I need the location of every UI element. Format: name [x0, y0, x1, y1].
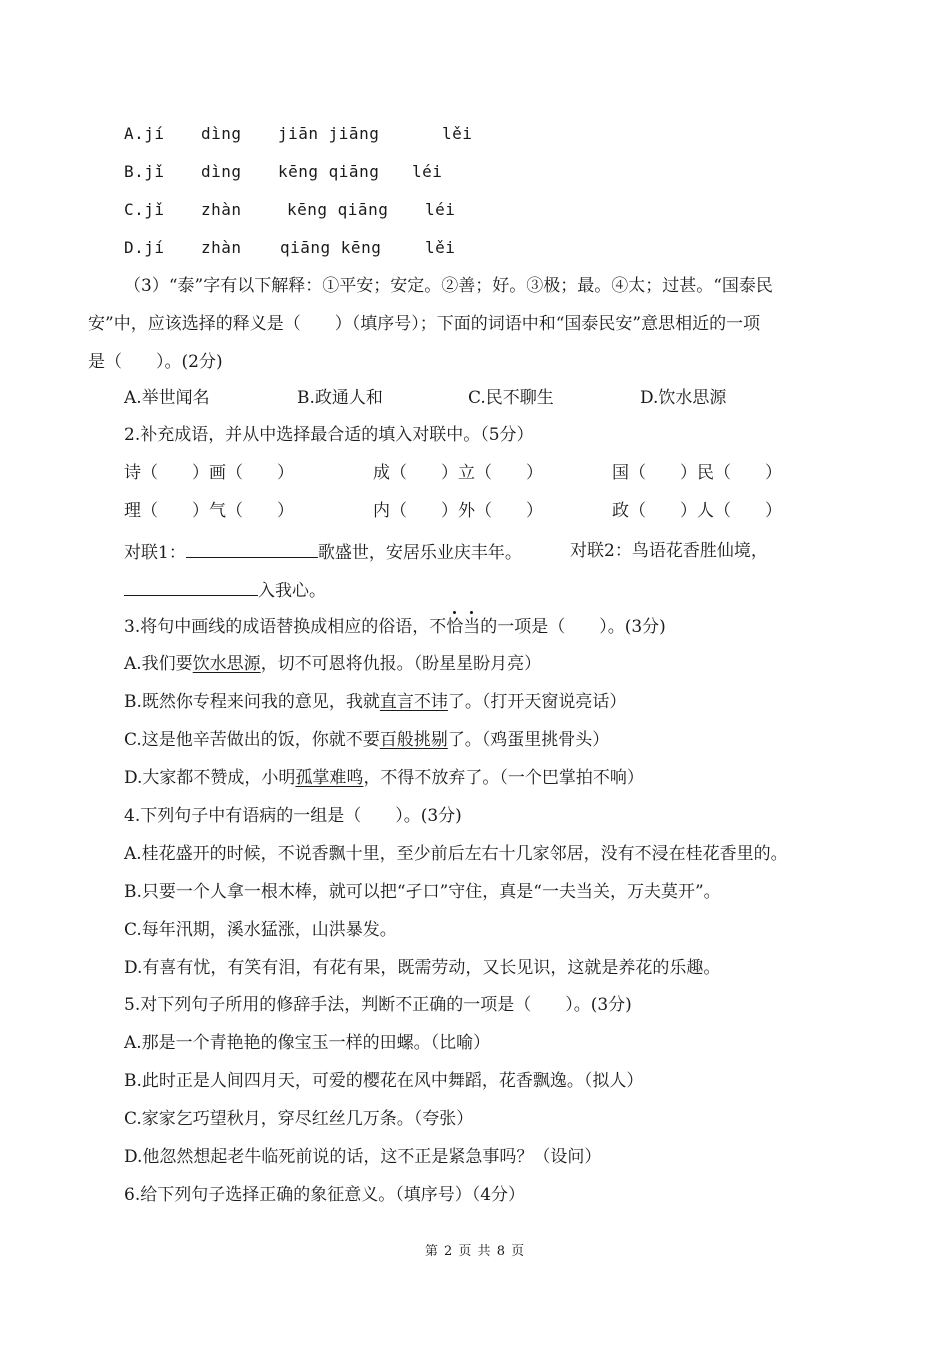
emphasis-dot-char: 当 — [463, 617, 481, 637]
q3-option-c: C.这是他辛苦做出的饭，你就不要百般挑剔了。（鸡蛋里挑骨头） — [124, 730, 610, 750]
emphasis-dot-char: 恰 — [446, 617, 464, 637]
q1-3-line3: 是（ ）。(2分) — [88, 352, 223, 372]
underlined-idiom: 饮水思源 — [192, 654, 261, 674]
idiom-blank: 政（ ）人（ ） — [612, 501, 782, 521]
couplet2-label: 对联2：鸟语花香胜仙境， — [570, 541, 768, 561]
q4-option-c: C.每年汛期，溪水猛涨，山洪暴发。 — [124, 920, 397, 940]
idiom-blank: 理（ ）气（ ） — [124, 501, 294, 521]
pinyin-option-d: D.jí zhàn qiāng kēng lěi — [124, 238, 456, 257]
q4-option-a: A.桂花盛开的时候，不说香飘十里，至少前后左右十几家邻居，没有不浸在桂花香里的。 — [124, 844, 788, 864]
q5-option-d: D.他忽然想起老牛临死前说的话，这不正是紧急事吗？（设问） — [124, 1147, 602, 1167]
idiom-blank: 内（ ）外（ ） — [373, 501, 543, 521]
couplet2-text: 入我心。 — [258, 581, 326, 601]
q4-title: 4.下列句子中有语病的一组是（ ）。(3分) — [124, 806, 462, 826]
underlined-idiom: 百般挑剔 — [379, 730, 448, 750]
q3-option-a: A.我们要饮水思源，切不可恩将仇报。（盼星星盼月亮） — [124, 654, 542, 674]
q5-option-b: B.此时正是人间四月天，可爱的樱花在风中舞蹈，花香飘逸。（拟人） — [124, 1071, 644, 1091]
q5-title: 5.对下列句子所用的修辞手法，判断不正确的一项是（ ）。(3分) — [124, 995, 632, 1015]
q3-option-d: D.大家都不赞成，小明孤掌难鸣，不得不放弃了。（一个巴掌拍不响） — [124, 768, 644, 788]
q1-3-line1: （3）“泰”字有以下解释：①平安；安定。②善；好。③极；最。④太；过甚。“国泰民 — [124, 276, 773, 296]
couplet-line — [124, 539, 768, 565]
q4-option-b: B.只要一个人拿一根木棒，就可以把“孑口”守住，真是“一夫当关，万夫莫开”。 — [124, 882, 721, 902]
couplet1-label: 对联1： — [124, 543, 186, 563]
q3-title: 3.将句中画线的成语替换成相应的俗语，不恰当的一项是（ ）。(3分) — [124, 617, 666, 637]
q3-option-b: B.既然你专程来问我的意见，我就直言不讳了。（打开天窗说亮话） — [124, 692, 627, 712]
q4-option-d: D.有喜有忧，有笑有泪，有花有果，既需劳动，又长见识，这就是养花的乐趣。 — [124, 958, 721, 978]
underlined-idiom: 孤掌难鸣 — [295, 768, 364, 788]
q1-3-option-d: D.饮水思源 — [640, 388, 727, 408]
q5-option-c: C.家家乞巧望秋月，穿尽红丝几万条。（夸张） — [124, 1109, 474, 1129]
q1-3-line2: 安”中，应该选择的释义是（ ）（填序号）；下面的词语中和“国泰民安”意思相近的一项 — [88, 314, 761, 334]
couplet1-text: 歌盛世，安居乐业庆丰年。 — [317, 543, 522, 563]
couplet1-blank — [186, 539, 318, 558]
pinyin-option-b: B.jǐ dìng kēng qiāng léi — [124, 162, 443, 181]
idiom-blank: 国（ ）民（ ） — [612, 463, 782, 483]
q6-title: 6.给下列句子选择正确的象征意义。（填序号）（4分） — [124, 1185, 526, 1205]
idiom-blank: 诗（ ）画（ ） — [124, 463, 294, 483]
couplet2-line — [124, 577, 326, 603]
pinyin-option-a: A.jí dìng jiān jiāng lěi — [124, 124, 473, 143]
q2-title: 2.补充成语，并从中选择最合适的填入对联中。（5分） — [124, 425, 534, 445]
q1-3-option-b: B.政通人和 — [297, 388, 383, 408]
q1-3-option-a: A.举世闻名 — [124, 388, 210, 408]
couplet2-blank — [124, 577, 258, 596]
q5-option-a: A.那是一个青艳艳的像宝玉一样的田螺。（比喻） — [124, 1033, 491, 1053]
pinyin-option-c: C.jǐ zhàn kēng qiāng léi — [124, 200, 456, 219]
q1-3-option-c: C.民不聊生 — [468, 388, 554, 408]
underlined-idiom: 直言不讳 — [379, 692, 448, 712]
idiom-blank: 成（ ）立（ ） — [373, 463, 543, 483]
page-number: 第 2 页 共 8 页 — [424, 1244, 526, 1259]
